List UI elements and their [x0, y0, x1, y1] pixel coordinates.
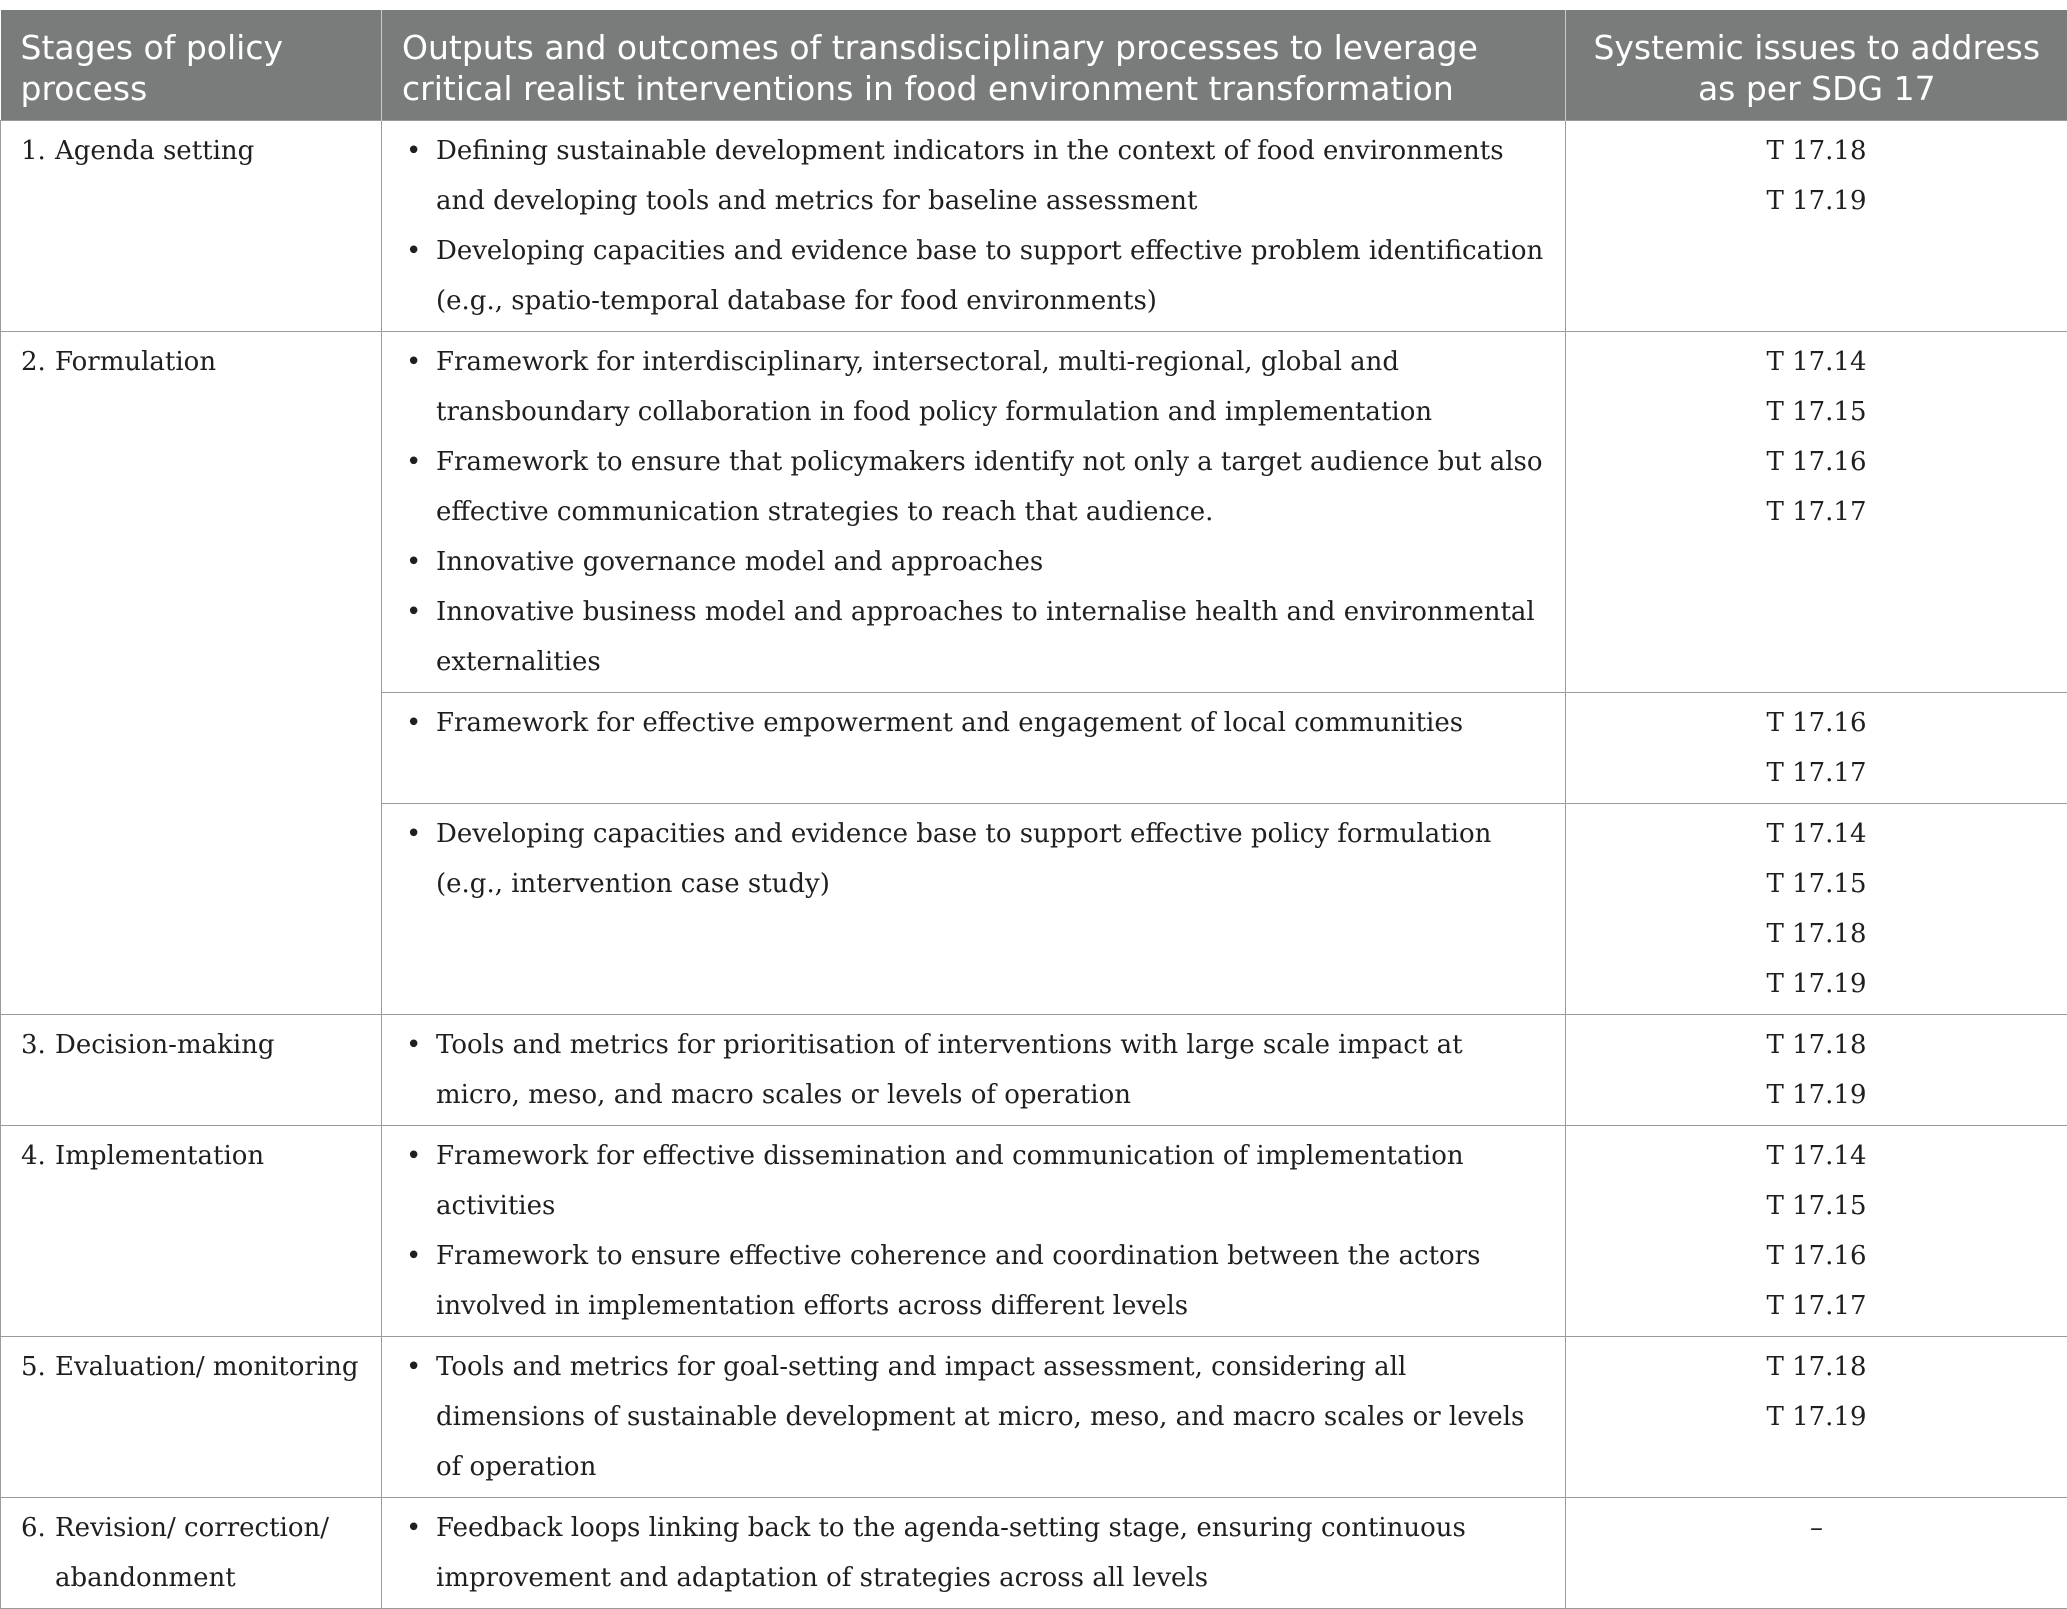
target-label: T 17.16: [1586, 437, 2047, 487]
target-label: T 17.17: [1586, 487, 2047, 537]
stage-label: Agenda setting: [55, 126, 361, 176]
stage-label: Revision/ correction/ abandonment: [55, 1503, 361, 1603]
target-label: T 17.17: [1586, 748, 2047, 798]
table-row: [1, 1337, 2067, 1498]
target-label: T 17.18: [1586, 1020, 2047, 1070]
stage-label: Evaluation/ monitoring: [55, 1342, 361, 1392]
list-item: • Developing capacities and evidence base to support effective policy formulation (e.g., intervention case study): [402, 809, 1545, 909]
list-item: • Feedback loops linking back to the agenda-setting stage, ensuring continuous improvement and adaptation of strategies across all levels: [402, 1503, 1545, 1603]
outputs-cell: [382, 804, 1566, 1015]
list-item: • Tools and metrics for prioritisation of interventions with large scale impact at micro, meso, and macro scales or levels of operation: [402, 1020, 1545, 1120]
target-label: T 17.14: [1586, 1131, 2047, 1181]
outputs-cell: [382, 1015, 1566, 1126]
policy-stages-table: [0, 10, 2067, 1609]
outputs-cell: [382, 332, 1566, 693]
stage-cell: 3. Decision-making: [1, 1015, 382, 1126]
target-label: T 17.18: [1586, 909, 2047, 959]
header-outputs: Outputs and outcomes of transdisciplinary processes to leverage critical realist interventions in food environment transformation: [382, 10, 1566, 121]
header-systemic-issues: Systemic issues to address as per SDG 17: [1566, 10, 2067, 121]
outputs-cell: [382, 693, 1566, 804]
target-label: T 17.15: [1586, 859, 2047, 909]
targets-cell: [1566, 693, 2067, 804]
list-item: • Framework to ensure effective coherence and coordination between the actors involved in implementation efforts across different levels: [402, 1231, 1545, 1331]
targets-cell: [1566, 332, 2067, 693]
table-row: [1, 1015, 2067, 1126]
stage-cell: 5. Evaluation/ monitoring: [1, 1337, 382, 1498]
list-item: • Framework for interdisciplinary, intersectoral, multi-regional, global and transboundary collaboration in food policy formulation and implementation: [402, 337, 1545, 437]
list-item: • Defining sustainable development indicators in the context of food environments and developing tools and metrics for baseline assessment: [402, 126, 1545, 226]
table-row: [1, 121, 2067, 332]
target-label: T 17.18: [1586, 1342, 2047, 1392]
targets-cell: [1566, 1337, 2067, 1498]
stage-cell: 1. Agenda setting: [1, 121, 382, 332]
stage-cell: 4. Implementation: [1, 1126, 382, 1337]
list-item: • Framework to ensure that policymakers identify not only a target audience but also effective communication strategies to reach that audience.: [402, 437, 1545, 537]
outputs-cell: [382, 1126, 1566, 1337]
list-item: • Innovative governance model and approaches: [402, 537, 1545, 587]
outputs-cell: [382, 1498, 1566, 1609]
list-item: • Developing capacities and evidence base to support effective problem identification (e.g., spatio-temporal database for food environments): [402, 226, 1545, 326]
targets-cell: [1566, 1498, 2067, 1609]
list-item: • Tools and metrics for goal-setting and impact assessment, considering all dimensions of sustainable development at micro, meso, and macro scales or levels of operation: [402, 1342, 1545, 1492]
table-row: [1, 1126, 2067, 1337]
stage-label: Formulation: [55, 337, 361, 387]
target-label: T 17.15: [1586, 1181, 2047, 1231]
header-stages: Stages of policy process: [1, 10, 382, 121]
targets-cell: [1566, 1015, 2067, 1126]
stage-label: Implementation: [55, 1131, 361, 1181]
target-label: T 17.18: [1586, 126, 2047, 176]
targets-cell: [1566, 121, 2067, 332]
target-label: T 17.19: [1586, 1070, 2047, 1120]
outputs-cell: [382, 121, 1566, 332]
list-item: • Innovative business model and approaches to internalise health and environmental externalities: [402, 587, 1545, 687]
outputs-cell: [382, 1337, 1566, 1498]
target-label: T 17.15: [1586, 387, 2047, 437]
target-label: T 17.16: [1586, 698, 2047, 748]
target-label: T 17.19: [1586, 959, 2047, 1009]
target-label: T 17.14: [1586, 809, 2047, 859]
header-row: [1, 10, 2067, 121]
list-item: • Framework for effective dissemination and communication of implementation activities: [402, 1131, 1545, 1231]
target-label: T 17.16: [1586, 1231, 2047, 1281]
target-label: –: [1586, 1503, 2047, 1553]
table-row: [1, 332, 2067, 693]
stage-cell: 2. Formulation: [1, 332, 382, 1015]
stage-label: Decision-making: [55, 1020, 361, 1070]
table-row: [1, 1498, 2067, 1609]
target-label: T 17.19: [1586, 1392, 2047, 1442]
target-label: T 17.14: [1586, 337, 2047, 387]
list-item: • Framework for effective empowerment and engagement of local communities: [402, 698, 1545, 748]
stage-cell: 6. Revision/ correction/ abandonment: [1, 1498, 382, 1609]
target-label: T 17.17: [1586, 1281, 2047, 1331]
targets-cell: [1566, 1126, 2067, 1337]
target-label: T 17.19: [1586, 176, 2047, 226]
targets-cell: [1566, 804, 2067, 1015]
